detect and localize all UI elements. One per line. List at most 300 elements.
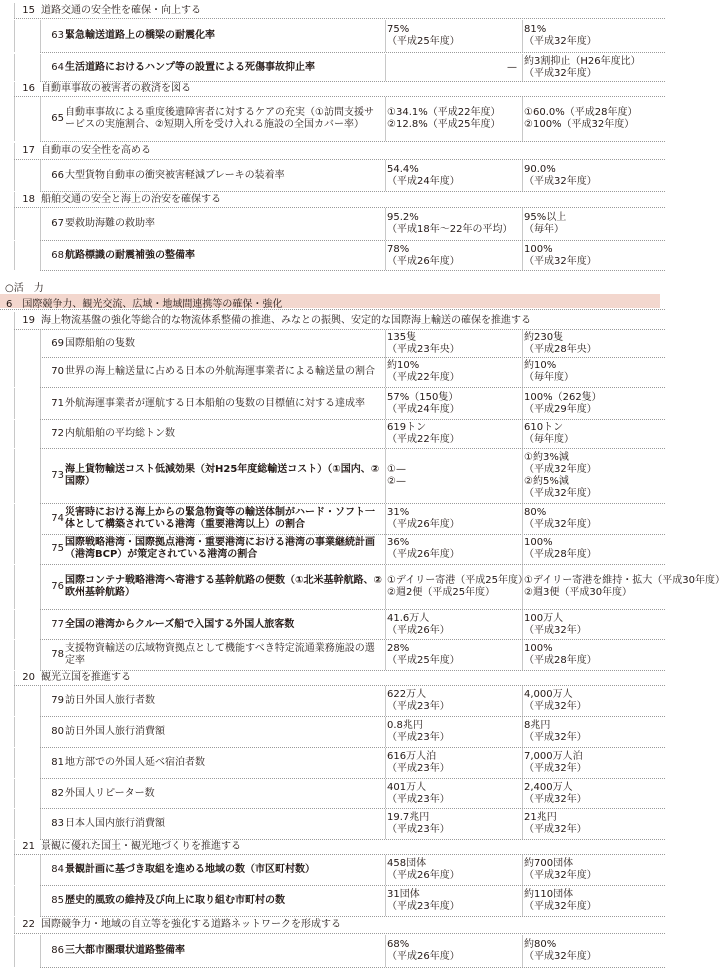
target-value	[524, 54, 664, 81]
section-heading: ○活 力	[5, 283, 44, 294]
baseline-line: 458団体	[387, 858, 427, 869]
policy-group-row	[0, 3, 665, 18]
baseline-line: （平成25年度）	[387, 36, 460, 47]
target-line: 7,000万人泊	[524, 751, 583, 762]
target-value	[524, 97, 664, 141]
target-line: 81%	[524, 24, 547, 35]
group-number: 17	[22, 145, 35, 156]
indent-rule	[14, 388, 15, 419]
baseline-value	[387, 420, 517, 448]
indent-rule	[40, 809, 41, 839]
baseline-rule	[385, 97, 386, 141]
target-line: （平成32年）	[524, 624, 587, 636]
indicator-name: 外航海運事業者が運航する日本船舶の隻数の目標値に対する達成率	[65, 397, 365, 409]
target-value	[524, 449, 664, 503]
baseline-line: ①デイリー寄港（平成25年度）	[387, 575, 528, 586]
baseline-line: ①—	[387, 464, 406, 475]
baseline-line: 68%	[387, 939, 410, 950]
indicator-name: 全国の港湾からクルーズ船で入国する外国人旅客数	[65, 618, 295, 630]
indicator-number: 78	[51, 649, 64, 660]
target-rule	[522, 779, 523, 808]
target-value	[524, 809, 664, 839]
indicator-number: 76	[51, 581, 64, 592]
baseline-rule	[385, 886, 386, 916]
target-line: 21兆円	[524, 812, 557, 823]
indent-rule	[40, 935, 41, 967]
row-divider	[40, 270, 665, 271]
target-rule	[522, 748, 523, 778]
indent-rule	[40, 97, 41, 141]
row-divider	[14, 933, 665, 934]
baseline-value	[387, 779, 517, 808]
indicator-number: 66	[51, 169, 64, 181]
target-rule	[522, 97, 523, 141]
target-line: 100%	[524, 643, 553, 654]
baseline-value	[387, 886, 517, 916]
indent-rule	[14, 312, 15, 329]
target-line: ①デイリー寄港を維持・拡大（平成30年度）	[524, 575, 725, 586]
target-line: （平成32年度）	[524, 36, 597, 47]
baseline-line: 28%	[387, 643, 410, 654]
target-line: ①60.0%（平成28年度）	[524, 107, 638, 118]
target-line: （毎年）	[524, 224, 564, 235]
indent-rule	[14, 357, 15, 387]
target-value	[524, 748, 664, 778]
baseline-value	[387, 534, 517, 564]
indicator-row	[0, 449, 665, 503]
indicator-name: 航路標識の耐震補強の整備率	[65, 249, 195, 261]
group-title: 観光立国を推進する	[41, 672, 131, 683]
indicator-number: 67	[51, 218, 64, 229]
baseline-line: ①34.1%（平成22年度）	[387, 107, 501, 118]
target-line: （平成32年度）	[524, 67, 597, 79]
indent-rule	[14, 192, 15, 207]
indent-rule	[40, 241, 41, 270]
indent-rule	[40, 20, 41, 52]
indicator-row	[0, 357, 665, 387]
target-value	[524, 357, 664, 387]
baseline-value	[387, 388, 517, 419]
indent-rule	[14, 886, 15, 916]
target-rule	[522, 330, 523, 357]
target-value	[524, 886, 664, 916]
indicator-row	[0, 886, 665, 916]
target-value	[524, 935, 664, 967]
target-line: 8兆円	[524, 720, 551, 731]
indicator-row	[0, 54, 665, 81]
baseline-line: ②12.8%（平成25年度）	[387, 119, 501, 130]
category-band	[0, 294, 660, 308]
category-title: 6 国際競争力、観光交流、広域・地域間連携等の確保・強化	[6, 299, 283, 310]
group-title: 自動車の安全性を高める	[41, 145, 151, 156]
baseline-line: 95.2%	[387, 212, 419, 223]
target-rule	[522, 241, 523, 270]
target-line: 80%	[524, 507, 547, 518]
target-line: （平成32年度）	[524, 870, 597, 881]
row-divider	[14, 18, 665, 19]
target-rule	[522, 534, 523, 564]
baseline-rule	[385, 208, 386, 240]
target-line: 95%以上	[524, 212, 567, 223]
baseline-line: （平成25年度）	[387, 655, 460, 666]
baseline-line: 約10%	[387, 360, 420, 371]
indent-rule	[14, 671, 15, 685]
baseline-value	[387, 20, 517, 52]
policy-group-row	[0, 840, 665, 854]
target-line: 約110団体	[524, 889, 574, 900]
indent-rule	[14, 330, 15, 357]
indent-rule	[40, 886, 41, 916]
indent-rule	[40, 330, 41, 357]
baseline-value	[387, 241, 517, 270]
policy-group-row	[0, 143, 665, 159]
indent-rule	[40, 686, 41, 716]
target-line: 約700団体	[524, 858, 574, 869]
target-line: （平成32年度）	[524, 175, 597, 187]
indicator-name: 景観計画に基づき取組を進める地域の数（市区町村数）	[65, 864, 315, 875]
target-line: （平成28年度）	[524, 549, 597, 560]
target-line: （平成28年央）	[524, 343, 597, 355]
indicator-name: 国際船舶の隻数	[65, 337, 135, 349]
indicator-number: 65	[51, 113, 64, 124]
indicator-name: 世界の海上輸送量に占める日本の外航海運事業者による輸送量の割合	[65, 366, 375, 377]
target-value	[524, 420, 664, 448]
baseline-line: ②週2便（平成25年度）	[387, 587, 496, 598]
target-rule	[522, 610, 523, 639]
baseline-line: （平成24年度）	[387, 175, 460, 187]
indicator-name: 地方部での外国人延べ宿泊者数	[65, 757, 205, 768]
indicator-number: 73	[51, 470, 64, 481]
indicator-row	[0, 330, 665, 357]
baseline-line: （平成26年度）	[387, 549, 460, 560]
indicator-name: 三大都市圏環状道路整備率	[65, 945, 185, 956]
indent-rule	[14, 3, 15, 18]
target-line: 約80%	[524, 939, 557, 950]
baseline-line: 31%	[387, 507, 410, 518]
baseline-value	[387, 855, 517, 885]
target-rule	[522, 935, 523, 967]
baseline-line: 54.4%	[387, 163, 419, 175]
indicator-number: 85	[51, 895, 64, 906]
baseline-value	[387, 748, 517, 778]
indicator-number: 79	[51, 695, 64, 706]
indicator-number: 77	[51, 618, 64, 630]
baseline-line: 19.7兆円	[387, 812, 430, 823]
row-divider	[0, 309, 665, 310]
group-number: 16	[22, 83, 35, 94]
target-value	[524, 20, 664, 52]
indicator-row	[0, 420, 665, 448]
indent-rule	[14, 82, 15, 96]
target-line: ②約5%減	[524, 476, 569, 487]
group-number: 22	[22, 919, 35, 930]
target-value	[524, 388, 664, 419]
target-line: 100%	[524, 537, 553, 548]
target-rule	[522, 565, 523, 609]
group-title: 船舶交通の安全と海上の治安を確保する	[41, 193, 221, 205]
indicator-row	[0, 855, 665, 885]
indent-rule	[14, 504, 15, 534]
target-value	[524, 640, 664, 670]
indent-rule	[40, 357, 41, 387]
indicator-number: 74	[51, 513, 64, 524]
indicator-row	[0, 686, 665, 716]
indicator-number: 72	[51, 428, 64, 439]
baseline-rule	[385, 855, 386, 885]
target-line: （平成32年度）	[524, 255, 597, 267]
baseline-rule	[385, 54, 386, 81]
indent-rule	[40, 420, 41, 448]
indent-rule	[14, 420, 15, 448]
baseline-line: （平成26年度）	[387, 870, 460, 881]
indent-rule	[14, 208, 15, 240]
baseline-line: 78%	[387, 243, 410, 255]
target-value	[524, 241, 664, 270]
target-value	[524, 855, 664, 885]
indent-rule	[14, 686, 15, 716]
indent-rule	[14, 54, 15, 81]
policy-group-row	[0, 312, 665, 329]
target-line: ②100%（平成32年度）	[524, 119, 635, 130]
group-number: 21	[22, 841, 35, 852]
baseline-line: 36%	[387, 537, 410, 548]
indent-rule	[40, 565, 41, 609]
target-line: （平成32年）	[524, 793, 587, 805]
indent-rule	[14, 717, 15, 747]
baseline-line: （平成22年度）	[387, 372, 460, 383]
target-value	[524, 534, 664, 564]
indent-rule	[40, 610, 41, 639]
indent-rule	[14, 610, 15, 639]
target-line: （毎年度）	[524, 434, 574, 445]
indicator-number: 71	[51, 397, 64, 409]
indicator-name: 国際戦略港湾・国際拠点港湾・重要港湾における港湾の事業継続計画（港湾BCP）が策定されている港湾の割合	[65, 537, 375, 560]
baseline-line: 75%	[387, 24, 410, 35]
baseline-line: 31団体	[387, 889, 420, 900]
indicator-number: 64	[51, 61, 64, 73]
indicator-row	[0, 241, 665, 270]
indent-rule	[40, 717, 41, 747]
indicator-row	[0, 748, 665, 778]
target-rule	[522, 855, 523, 885]
baseline-rule	[385, 20, 386, 52]
indicator-number: 80	[51, 726, 64, 737]
indicator-name: 訪日外国人旅行消費額	[65, 726, 165, 737]
baseline-rule	[385, 686, 386, 716]
baseline-line: （平成23年）	[387, 793, 450, 805]
target-line: （平成32年度）	[524, 488, 597, 499]
target-rule	[522, 420, 523, 448]
baseline-value	[387, 809, 517, 839]
indicator-name: 訪日外国人旅行者数	[65, 695, 155, 706]
target-rule	[522, 717, 523, 747]
target-line: 100万人	[524, 612, 564, 624]
indicator-row	[0, 779, 665, 808]
indicator-number: 69	[51, 337, 64, 349]
target-line: 100%	[524, 243, 553, 255]
row-divider	[40, 967, 665, 968]
indent-rule	[40, 208, 41, 240]
target-line: （平成32年）	[524, 824, 587, 835]
row-divider	[40, 141, 665, 142]
target-rule	[522, 20, 523, 52]
baseline-rule	[385, 640, 386, 670]
baseline-line: 616万人泊	[387, 751, 437, 762]
indicator-row	[0, 565, 725, 609]
indent-rule	[14, 840, 15, 854]
policy-group-row	[0, 82, 665, 96]
indicator-name: 自動車事故による重度後遺障害者に対するケアの充実（①訪問支援サービスの実施割合、②短期入所を受け入れる施設の全国カバー率）	[65, 107, 374, 130]
target-line: （毎年度）	[524, 372, 574, 383]
group-number: 19	[22, 314, 35, 326]
baseline-line: （平成23年度）	[387, 901, 460, 912]
indent-rule	[14, 917, 15, 933]
target-value	[524, 504, 664, 534]
indent-rule	[14, 241, 15, 270]
policy-group-row	[0, 671, 665, 685]
baseline-line: （平成26年度）	[387, 519, 460, 530]
baseline-line: —	[507, 61, 517, 73]
baseline-rule	[385, 330, 386, 357]
indent-rule	[40, 388, 41, 419]
target-rule	[522, 640, 523, 670]
indicator-number: 70	[51, 366, 64, 377]
baseline-value	[387, 565, 528, 609]
indent-rule	[14, 809, 15, 839]
baseline-rule	[385, 160, 386, 191]
baseline-line: 57%（150隻）	[387, 391, 459, 403]
group-title: 道路交通の安全性を確保・向上する	[41, 4, 201, 16]
indicator-number: 81	[51, 757, 64, 768]
target-line: ①約3%減	[524, 452, 569, 463]
indicator-row	[0, 534, 665, 564]
baseline-rule	[385, 748, 386, 778]
group-title: 海上物流基盤の強化等総合的な物流体系整備の推進、みなとの振興、安定的な国際海上輸送の確保を推進する	[41, 314, 531, 326]
indent-rule	[40, 534, 41, 564]
target-line: 610トン	[524, 422, 564, 433]
indicator-row	[0, 208, 665, 240]
indicator-number: 86	[51, 945, 64, 956]
indent-rule	[14, 160, 15, 191]
indicator-name: 内航船舶の平均総トン数	[65, 428, 175, 439]
baseline-value	[387, 208, 517, 240]
indent-rule	[14, 143, 15, 159]
indent-rule	[14, 935, 15, 967]
target-rule	[522, 357, 523, 387]
baseline-value	[387, 717, 517, 747]
group-title: 自動車事故の被害者の救済を図る	[41, 83, 191, 94]
target-rule	[522, 686, 523, 716]
target-value	[524, 160, 664, 191]
baseline-rule	[385, 565, 386, 609]
baseline-line: （平成24年度）	[387, 403, 460, 415]
target-rule	[522, 54, 523, 81]
target-line: （平成32年度）	[524, 464, 597, 475]
indicator-number: 84	[51, 864, 64, 875]
target-line: 約3割抑止（H26年度比）	[524, 55, 641, 67]
indicator-name: 国際コンテナ戦略港湾へ寄港する基幹航路の便数（①北米基幹航路、②欧州基幹航路）	[65, 575, 382, 598]
indent-rule	[14, 20, 15, 52]
baseline-rule	[385, 388, 386, 419]
target-line: （平成32年）	[524, 763, 587, 774]
target-value	[524, 565, 725, 609]
baseline-line: （平成23年）	[387, 824, 450, 835]
indicator-row	[0, 97, 665, 141]
baseline-value	[387, 330, 517, 357]
indent-rule	[14, 449, 15, 503]
baseline-rule	[385, 420, 386, 448]
baseline-rule	[385, 717, 386, 747]
target-rule	[522, 449, 523, 503]
target-value	[524, 610, 664, 639]
target-line: （平成28年度）	[524, 655, 597, 666]
target-line: （平成32年度）	[524, 519, 597, 530]
target-line: 2,400万人	[524, 781, 573, 793]
indent-rule	[14, 565, 15, 609]
baseline-rule	[385, 534, 386, 564]
target-value	[524, 686, 664, 716]
indicator-number: 82	[51, 787, 64, 799]
target-line: 100%（262隻）	[524, 391, 602, 403]
indent-rule	[40, 504, 41, 534]
indent-rule	[14, 640, 15, 670]
baseline-rule	[385, 610, 386, 639]
baseline-value	[387, 640, 517, 670]
baseline-rule	[385, 357, 386, 387]
target-line: 約10%	[524, 360, 557, 371]
group-number: 15	[22, 4, 35, 16]
target-rule	[522, 208, 523, 240]
baseline-rule	[385, 779, 386, 808]
baseline-value	[387, 357, 517, 387]
baseline-value	[387, 610, 517, 639]
baseline-line: 622万人	[387, 689, 427, 700]
baseline-value	[387, 935, 517, 967]
target-value	[524, 330, 664, 357]
target-line: 90.0%	[524, 163, 556, 175]
baseline-value	[387, 686, 517, 716]
baseline-line: 41.6万人	[387, 612, 430, 624]
baseline-line: ②—	[387, 476, 406, 487]
target-value	[524, 779, 664, 808]
indicator-name: 支援物資輸送の広域物資拠点として機能すべき特定流通業務施設の選定率	[65, 643, 375, 666]
indicator-name: 災害時における海上からの緊急物資等の輸送体制がハード・ソフト一体として構築されている港湾（重要港湾以上）の割合	[65, 507, 375, 530]
indent-rule	[40, 855, 41, 885]
indent-rule	[14, 534, 15, 564]
baseline-rule	[385, 935, 386, 967]
target-rule	[522, 504, 523, 534]
group-number: 18	[22, 193, 35, 205]
baseline-rule	[385, 504, 386, 534]
indicator-row	[0, 640, 665, 670]
row-divider	[40, 52, 665, 53]
target-rule	[522, 160, 523, 191]
target-line: （平成32年）	[524, 732, 587, 743]
indent-rule	[14, 97, 15, 141]
indicator-name: 日本人国内旅行消費額	[65, 818, 165, 829]
target-line: （平成32年度）	[524, 951, 597, 962]
indent-rule	[14, 855, 15, 885]
baseline-line: （平成22年度）	[387, 434, 460, 445]
baseline-rule	[385, 449, 386, 503]
indicator-name: 緊急輸送道路上の橋梁の耐震化率	[65, 30, 215, 41]
indicator-row	[0, 610, 665, 639]
target-rule	[522, 809, 523, 839]
policy-group-row	[0, 192, 665, 207]
baseline-rule	[385, 241, 386, 270]
baseline-line: 619トン	[387, 422, 427, 433]
indent-rule	[40, 779, 41, 808]
